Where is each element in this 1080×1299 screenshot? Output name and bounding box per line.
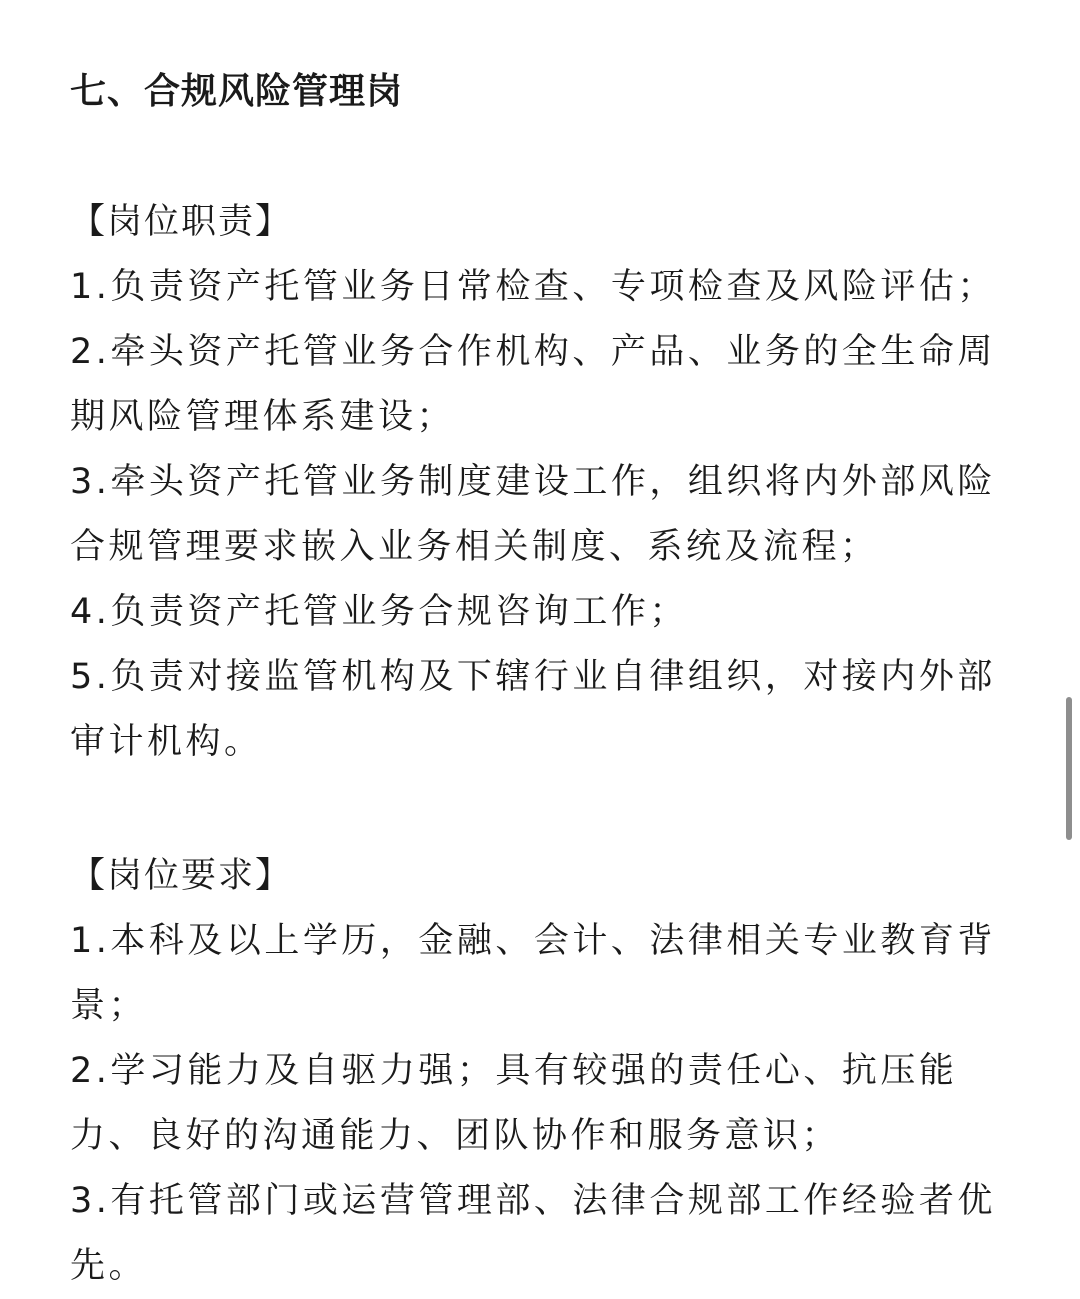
responsibility-item-4: 4.负责资产托管业务合规咨询工作；	[70, 592, 688, 632]
responsibilities-heading: 【岗位职责】	[70, 202, 293, 242]
responsibility-item-5: 5.负责对接监管机构及下辖行业自律组织，对接内外部审计机构。	[70, 657, 996, 762]
responsibility-item-3: 3.牵头资产托管业务制度建设工作，组织将内外部风险合规管理要求嵌入业务相关制度、系统及流程；	[70, 462, 996, 567]
requirement-item-3: 3.有托管部门或运营管理部、法律合规部工作经验者优先。	[70, 1181, 996, 1286]
responsibility-item-1: 1.负责资产托管业务日常检查、专项检查及风险评估；	[70, 267, 996, 307]
requirements-heading: 【岗位要求】	[70, 856, 293, 896]
responsibility-item-2: 2.牵头资产托管业务合作机构、产品、业务的全生命周期风险管理体系建设；	[70, 332, 996, 437]
page-title: 七、合规风险管理岗	[70, 71, 404, 112]
vertical-scrollbar[interactable]	[1066, 697, 1072, 840]
requirement-item-1: 1.本科及以上学历，金融、会计、法律相关专业教育背景；	[70, 921, 996, 1026]
requirement-item-2: 2.学习能力及自驱力强；具有较强的责任心、抗压能力、良好的沟通能力、团队协作和服务意识；	[70, 1051, 958, 1156]
